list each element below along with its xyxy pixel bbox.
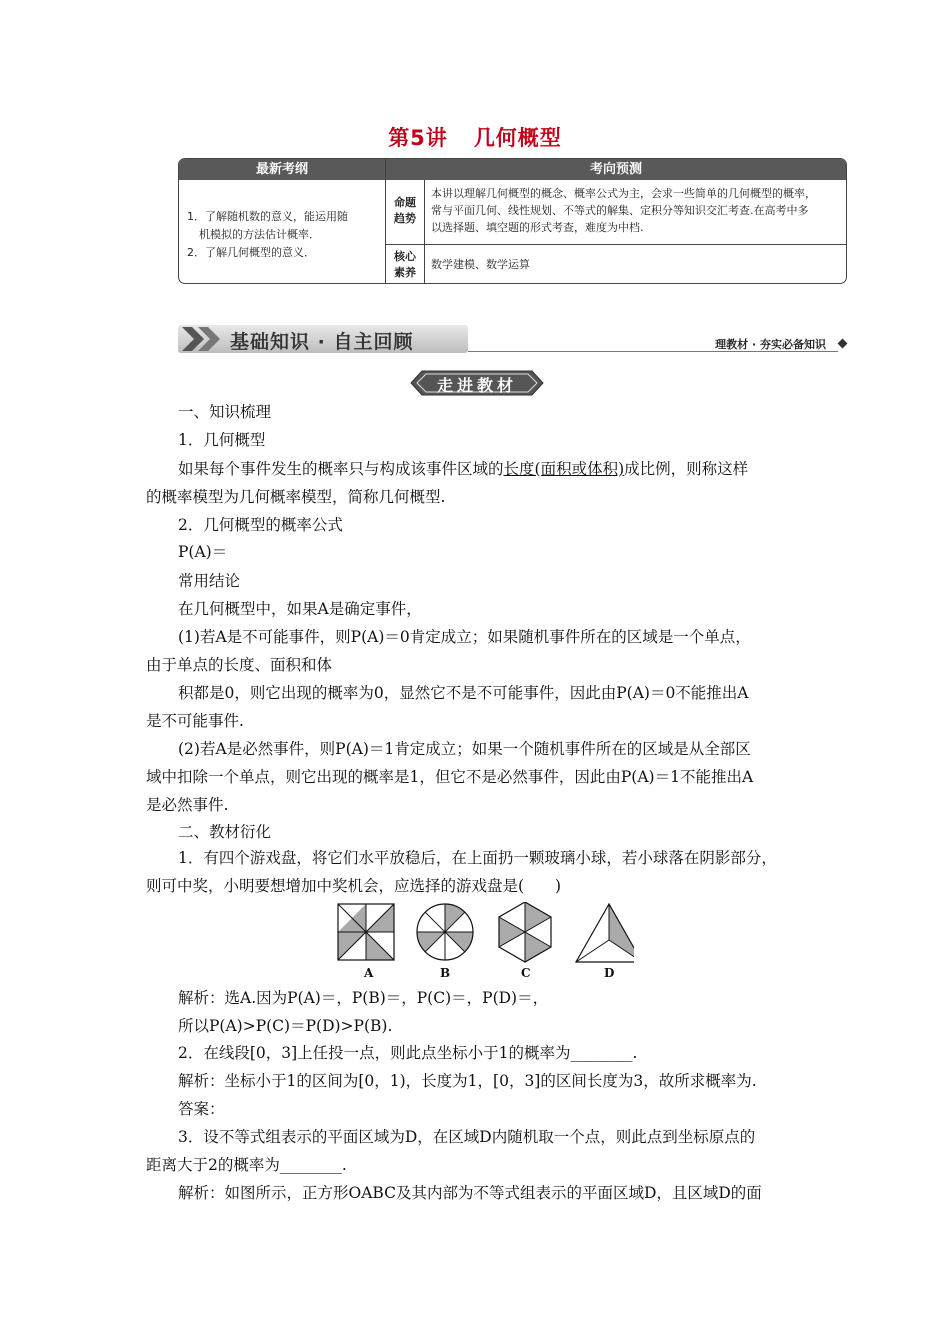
text-line: (1)若A是不可能事件，则P(A)＝0肯定成立；如果随机事件所在的区域是一个单点， <box>178 628 751 646</box>
board-b-circle <box>417 904 473 960</box>
underlined-term: 长度(面积或体积) <box>503 460 625 478</box>
text-line: 1．几何概型 <box>178 431 266 449</box>
label-line: 命题 <box>394 196 416 209</box>
text-line: 解析：坐标小于1的区间为[0，1)，长度为1，[0，3]的区间长度为3，故所求概率为. <box>178 1072 757 1090</box>
text-line: 的概率模型为几何概率模型，简称几何概型. <box>146 488 446 506</box>
text-line: 1．有四个游戏盘，将它们水平放稳后，在上面扔一颗玻璃小球，若小球落在阴影部分， <box>178 849 777 867</box>
text-line: 2．几何概型的概率公式 <box>178 516 343 534</box>
diamond-icon <box>838 339 848 349</box>
text-line: 3．设不等式组表示的平面区域为D，在区域D内随机取一个点，则此点到坐标原点的 <box>178 1128 756 1146</box>
trend-label <box>386 195 424 227</box>
board-c-hexagon <box>499 902 551 962</box>
text-line: 解析：如图所示，正方形OABC及其内部为不等式组表示的平面区域D，且区域D的面 <box>178 1184 762 1202</box>
header-exam-forecast: 考向预测 <box>589 162 642 177</box>
figure-label-c: C <box>521 966 531 980</box>
text-line: 积都是0，则它出现的概率为0，显然它不是不可能事件，因此由P(A)＝0不能推出A <box>178 684 749 702</box>
figure-label-a: A <box>364 966 374 980</box>
text-line: 是必然事件. <box>146 796 229 814</box>
label-line: 素养 <box>394 266 416 279</box>
lesson-name: 几何概型 <box>473 126 562 150</box>
text-line: 域中扣除一个单点，则它出现的概率是1，但它不是必然事件，因此由P(A)＝1不能推出A <box>146 768 754 786</box>
text-line: 所以P(A)>P(C)＝P(D)>P(B). <box>178 1017 393 1035</box>
figure-label-d: D <box>604 966 615 980</box>
label-line: 趋势 <box>394 212 416 225</box>
text-line: 距离大于2的概率为________. <box>146 1156 347 1174</box>
text-line: 二、教材衍化 <box>178 823 272 841</box>
text-line: 2．在线段[0，3]上任投一点，则此点坐标小于1的概率为________. <box>178 1044 638 1062</box>
chevron-icon <box>178 325 230 353</box>
text-line: 一、知识梳理 <box>178 403 272 421</box>
text-line: P(A)＝ <box>178 543 228 561</box>
text-line: 常用结论 <box>178 572 241 590</box>
trend-line: 本讲以理解几何概型的概念、概率公式为主，会求一些简单的几何概型的概率， <box>431 187 816 200</box>
text-line <box>178 459 748 479</box>
banner-title: 基础知识 · 自主回顾 <box>230 331 414 353</box>
label-line: 核心 <box>394 250 416 263</box>
sub-banner-title: 走进教材 <box>436 376 517 395</box>
game-boards-figure <box>334 902 634 987</box>
syllabus-list <box>187 208 379 262</box>
figure-label-b: B <box>440 966 451 980</box>
section-banner <box>178 325 848 355</box>
divider <box>424 180 425 283</box>
page-title <box>0 122 950 152</box>
syllabus-table <box>178 158 847 284</box>
literacy-label <box>386 249 424 281</box>
text-line: 则可中奖，小明要想增加中奖机会，应选择的游戏盘是( ) <box>146 877 562 895</box>
board-a-square <box>338 904 394 960</box>
text-line: 在几何概型中，如果A是确定事件， <box>178 600 422 618</box>
syllabus-item: 1．了解随机数的意义，能运用随 <box>187 210 348 223</box>
text-line: (2)若A是必然事件，则P(A)＝1肯定成立；如果一个随机事件所在的区域是从全部区 <box>178 740 751 758</box>
board-d-triangle <box>576 904 634 962</box>
banner-subtitle: 理教材 · 夯实必备知识 <box>715 338 826 351</box>
trend-text <box>431 185 841 236</box>
lesson-number: 第5讲 <box>388 126 448 150</box>
text-line: 解析：选A.因为P(A)＝，P(B)＝，P(C)＝，P(D)＝， <box>178 989 549 1007</box>
header-latest-syllabus: 最新考纲 <box>255 162 308 177</box>
sub-banner <box>410 370 544 396</box>
text-line: 是不可能事件. <box>146 712 244 730</box>
divider <box>385 244 846 245</box>
text-span: 成比例，则称这样 <box>624 460 749 478</box>
trend-line: 以选择题、填空题的形式考查，难度为中档. <box>431 221 644 234</box>
syllabus-item: 2．了解几何概型的意义． <box>187 246 315 259</box>
literacy-text: 数学建模、数学运算 <box>431 258 530 271</box>
text-span: 如果每个事件发生的概率只与构成该事件区域的 <box>178 460 504 478</box>
text-line: 答案： <box>178 1100 225 1118</box>
table-header <box>179 159 846 180</box>
trend-line: 常与平面几何、线性规划、不等式的解集、定积分等知识交汇考查.在高考中多 <box>431 204 809 217</box>
text-line: 由于单点的长度、面积和体 <box>146 656 333 674</box>
syllabus-item: 机模拟的方法估计概率． <box>199 228 320 241</box>
